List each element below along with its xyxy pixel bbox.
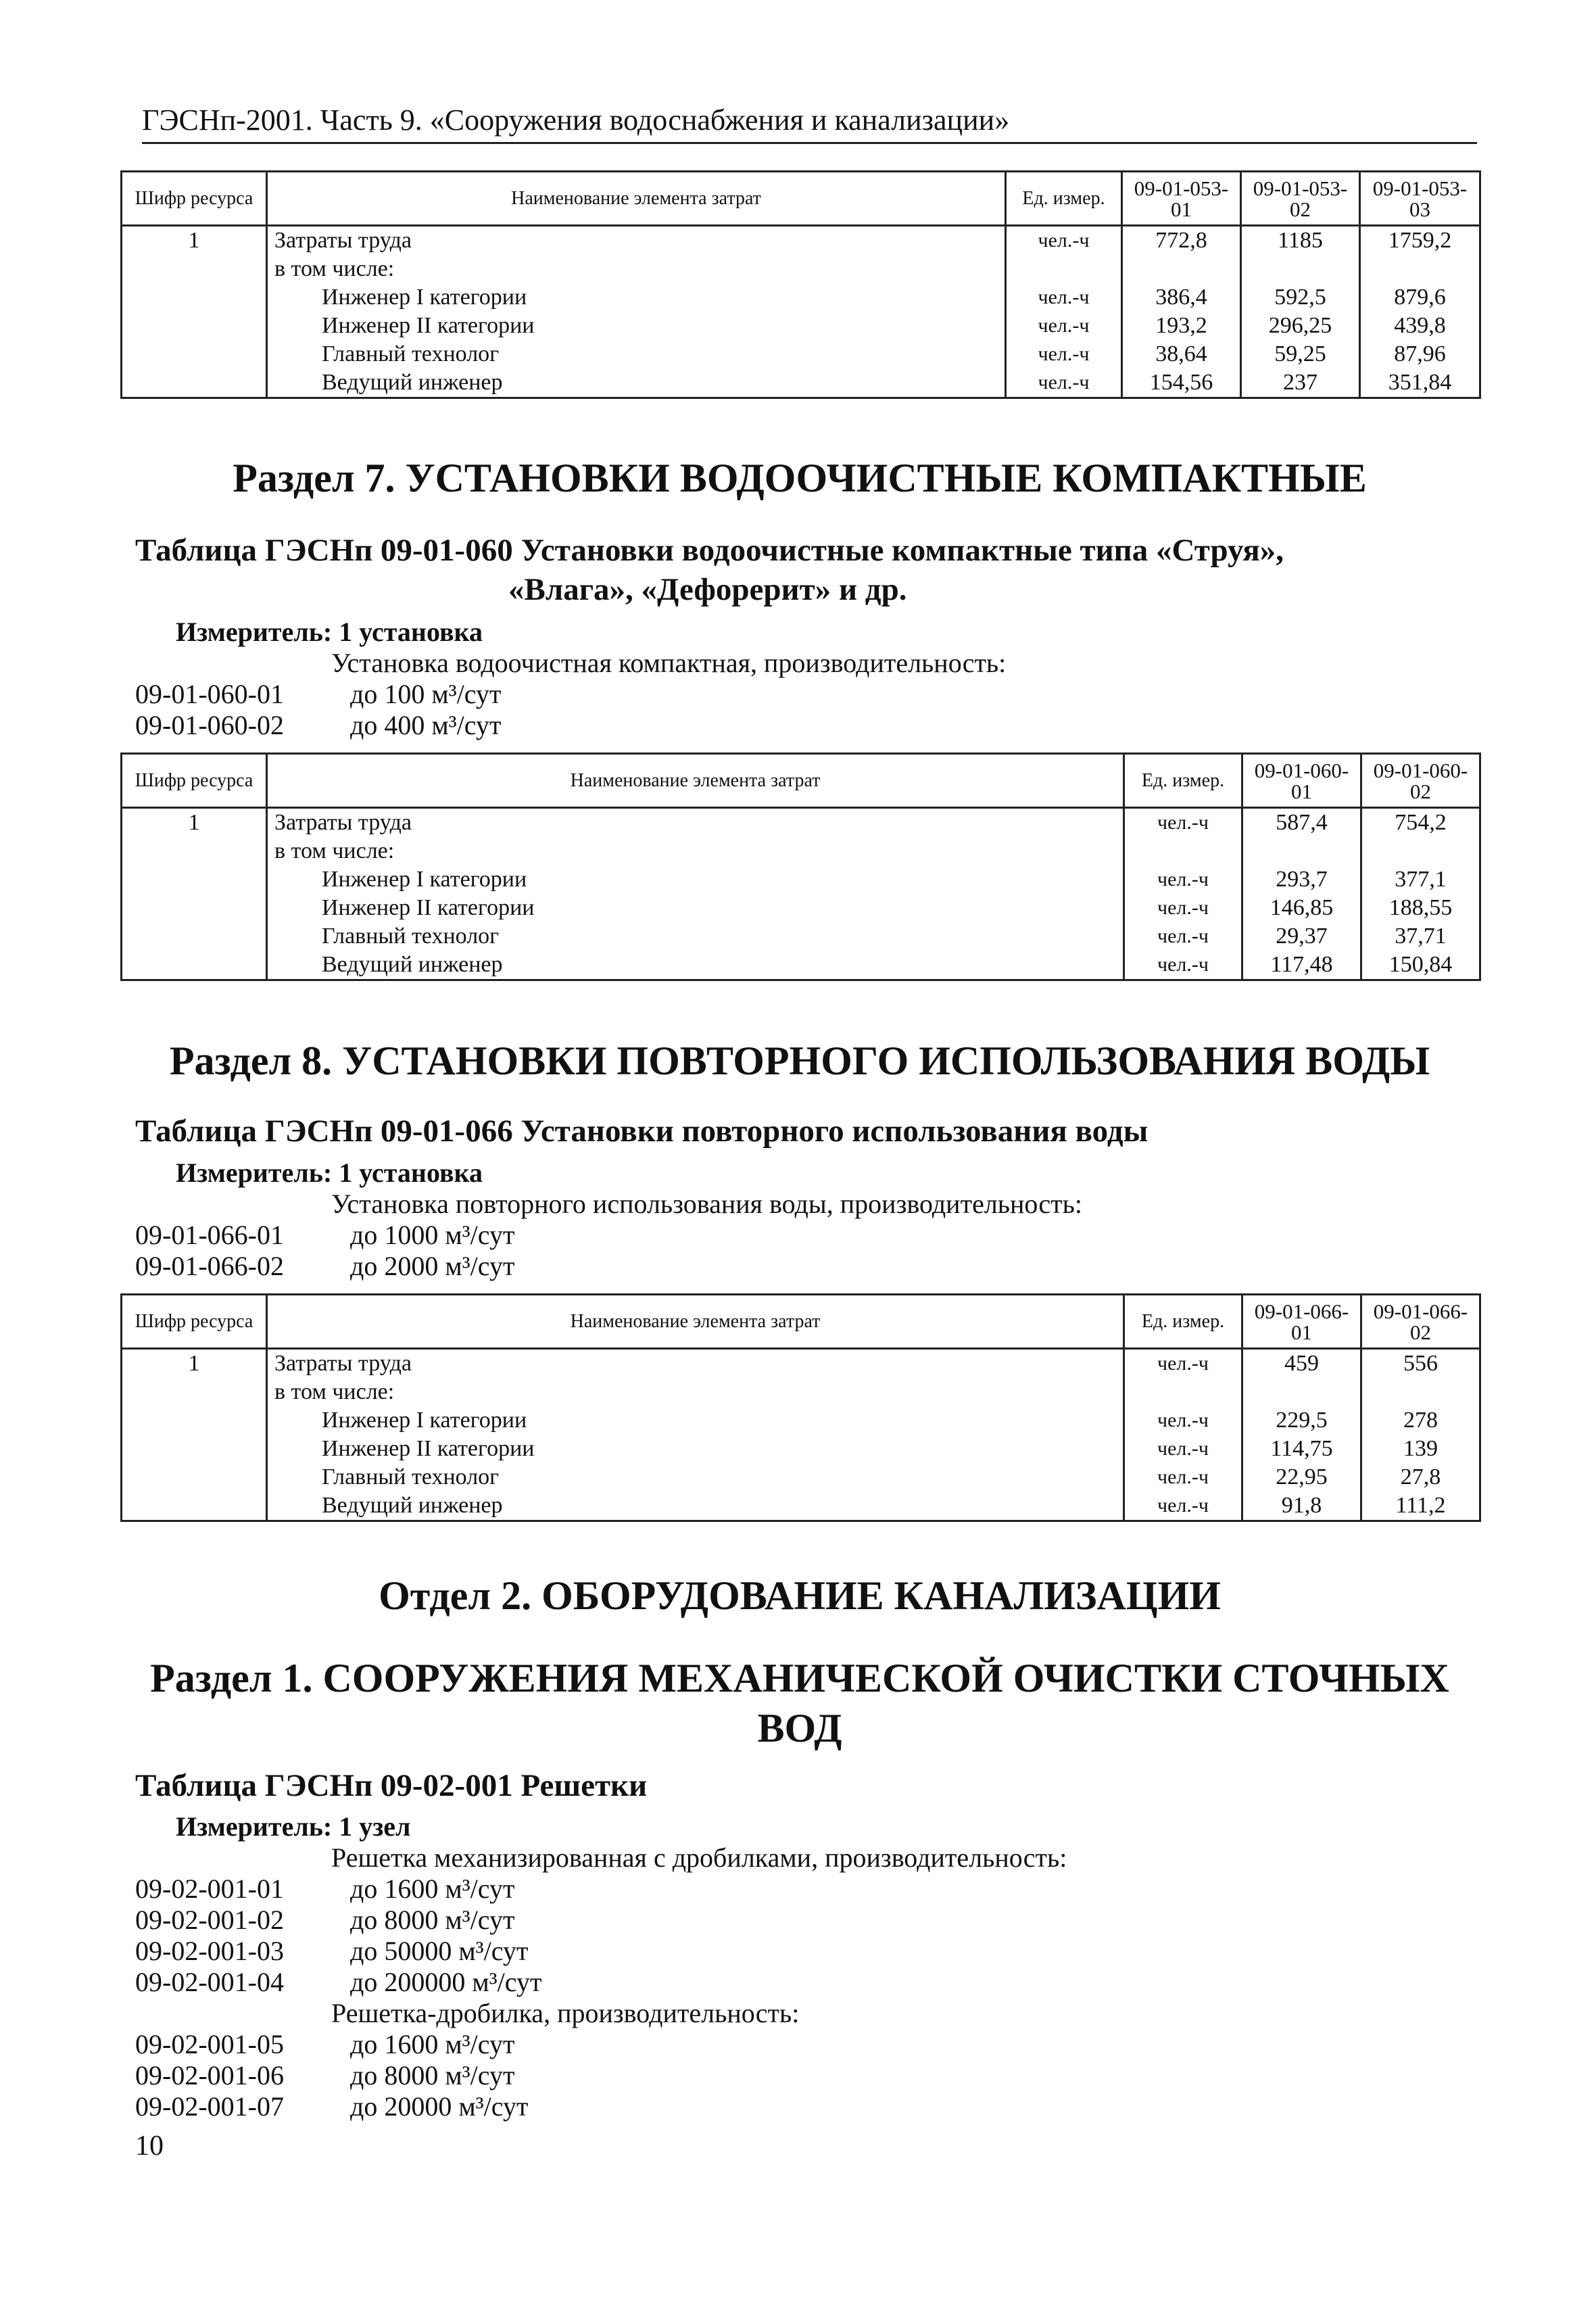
cost-element-name: Инженер I категории — [267, 283, 1006, 312]
item-code: 09-01-060-01 — [135, 679, 284, 709]
table-row — [122, 865, 1480, 894]
cost-element-name: Затраты труда — [267, 226, 1006, 256]
cost-element-name: в том числе: — [267, 1378, 1124, 1406]
table-row — [122, 312, 1480, 340]
list-item — [135, 1967, 1067, 1998]
value-cell: 293,7 — [1242, 865, 1361, 894]
unit-cell: чел.-ч — [1124, 1491, 1242, 1521]
col-header-unit: Ед. измер. — [1124, 754, 1242, 808]
list-item — [135, 679, 1006, 710]
section-heading-line: ВОД — [757, 1706, 842, 1750]
section-heading: Раздел 7. УСТАНОВКИ ВОДООЧИСТНЫЕ КОМПАКТНЫЕ — [233, 456, 1367, 500]
value-cell: 237 — [1241, 368, 1360, 398]
code-spec-list — [135, 648, 1006, 741]
value-cell: 22,95 — [1242, 1463, 1361, 1491]
value-cell: 377,1 — [1361, 865, 1480, 894]
unit-cell: чел.-ч — [1006, 312, 1122, 340]
section-heading-line: Раздел 1. СООРУЖЕНИЯ МЕХАНИЧЕСКОЙ ОЧИСТКИ СТОЧНЫХ — [150, 1656, 1449, 1700]
list-item — [135, 2091, 1067, 2122]
item-spec: до 8000 м³/сут — [350, 2060, 515, 2091]
value-cell: 111,2 — [1361, 1491, 1480, 1521]
value-cell: 114,75 — [1242, 1435, 1361, 1463]
list-item — [135, 2029, 1067, 2060]
table-row — [122, 1378, 1480, 1406]
unit-cell: чел.-ч — [1124, 922, 1242, 951]
col-header-code: Шифр ресурса — [122, 172, 267, 226]
value-cell: 754,2 — [1361, 808, 1480, 838]
table-title-line: Таблица ГЭСНп 09-01-060 Установки водоочистные компактные типа «Струя», — [135, 533, 1284, 568]
list-intro: Установка водоочистная компактная, производительность: — [331, 648, 1007, 678]
table-title: Таблица ГЭСНп 09-01-066 Установки повторного использования воды — [135, 1114, 1148, 1149]
running-header: ГЭСНп-2001. Часть 9. «Сооружения водоснабжения и канализации» — [142, 101, 1477, 144]
col-header-value: 09-01-053-03 — [1360, 172, 1480, 226]
value-cell: 59,25 — [1241, 340, 1360, 368]
item-spec: до 2000 м³/сут — [350, 1251, 515, 1281]
item-code: 09-01-066-01 — [135, 1220, 284, 1250]
resource-code: 1 — [122, 1349, 267, 1379]
cost-element-name: Затраты труда — [267, 808, 1124, 838]
table-row — [122, 1349, 1480, 1379]
meter-label: Измеритель: 1 установка — [176, 617, 483, 647]
unit-cell: чел.-ч — [1006, 226, 1122, 256]
value-cell: 87,96 — [1360, 340, 1480, 368]
value-cell: 278 — [1361, 1406, 1480, 1435]
value-cell: 29,37 — [1242, 922, 1361, 951]
resource-code: 1 — [122, 226, 267, 256]
cost-table-053 — [120, 170, 1481, 399]
unit-cell: чел.-ч — [1124, 1349, 1242, 1379]
value-cell: 296,25 — [1241, 312, 1360, 340]
value-cell: 772,8 — [1122, 226, 1241, 256]
value-cell: 146,85 — [1242, 894, 1361, 922]
value-cell: 386,4 — [1122, 283, 1241, 312]
value-cell: 1185 — [1241, 226, 1360, 256]
code-spec-list — [135, 1842, 1067, 2122]
item-code: 09-02-001-07 — [135, 2091, 284, 2122]
col-header-value: 09-01-066-02 — [1361, 1295, 1480, 1349]
item-code: 09-01-060-02 — [135, 710, 284, 740]
table-row — [122, 226, 1480, 256]
cost-table-066 — [120, 1293, 1481, 1522]
cost-element-name: Ведущий инженер — [267, 368, 1006, 398]
col-header-code: Шифр ресурса — [122, 1295, 267, 1349]
table-row — [122, 340, 1480, 368]
value-cell: 91,8 — [1242, 1491, 1361, 1521]
value-cell: 150,84 — [1361, 951, 1480, 980]
page-number: 10 — [135, 2130, 164, 2162]
item-spec: до 1600 м³/сут — [350, 1874, 515, 1904]
table-row — [122, 808, 1480, 838]
value-cell: 1759,2 — [1360, 226, 1480, 256]
table-title: Таблица ГЭСНп 09-02-001 Решетки — [135, 1768, 648, 1803]
value-cell: 229,5 — [1242, 1406, 1361, 1435]
item-spec: до 20000 м³/сут — [350, 2091, 529, 2122]
value-cell: 154,56 — [1122, 368, 1241, 398]
list-intro: Установка повторного использования воды, производительность: — [331, 1189, 1083, 1219]
col-header-value: 09-01-053-02 — [1241, 172, 1360, 226]
item-spec: до 100 м³/сут — [350, 679, 502, 709]
item-code: 09-01-066-02 — [135, 1251, 284, 1281]
unit-cell: чел.-ч — [1124, 865, 1242, 894]
table-title-line: «Влага», «Дефорерит» и др. — [508, 572, 907, 607]
item-spec: до 1600 м³/сут — [350, 2029, 515, 2059]
list-item — [135, 1220, 1082, 1251]
meter-label: Измеритель: 1 установка — [176, 1158, 483, 1188]
unit-cell: чел.-ч — [1124, 951, 1242, 980]
table-row — [122, 1463, 1480, 1491]
item-spec: до 1000 м³/сут — [350, 1220, 515, 1250]
col-header-name: Наименование элемента затрат — [267, 1295, 1124, 1349]
value-cell: 439,8 — [1360, 312, 1480, 340]
cost-element-name: Главный технолог — [267, 922, 1124, 951]
value-cell: 117,48 — [1242, 951, 1361, 980]
unit-cell: чел.-ч — [1124, 1435, 1242, 1463]
cost-element-name: Инженер II категории — [267, 894, 1124, 922]
col-header-unit: Ед. измер. — [1006, 172, 1122, 226]
col-header-name: Наименование элемента затрат — [267, 754, 1124, 808]
cost-element-name: Инженер II категории — [267, 312, 1006, 340]
table-row — [122, 368, 1480, 398]
item-code: 09-02-001-05 — [135, 2029, 284, 2059]
cost-table-060 — [120, 753, 1481, 981]
col-header-unit: Ед. измер. — [1124, 1295, 1242, 1349]
table-row — [122, 922, 1480, 951]
value-cell: 879,6 — [1360, 283, 1480, 312]
item-spec: до 50000 м³/сут — [350, 1936, 529, 1966]
item-spec: до 400 м³/сут — [350, 710, 502, 740]
item-spec: до 200000 м³/сут — [350, 1967, 542, 1997]
value-cell: 27,8 — [1361, 1463, 1480, 1491]
table-row — [122, 951, 1480, 980]
cost-element-name: Затраты труда — [267, 1349, 1124, 1379]
value-cell: 37,71 — [1361, 922, 1480, 951]
value-cell: 592,5 — [1241, 283, 1360, 312]
list-item — [135, 1936, 1067, 1967]
cost-element-name: в том числе: — [267, 837, 1124, 865]
table-row — [122, 1435, 1480, 1463]
table-row — [122, 1406, 1480, 1435]
item-spec: до 8000 м³/сут — [350, 1905, 515, 1935]
cost-element-name: Инженер II категории — [267, 1435, 1124, 1463]
list-item — [135, 2060, 1067, 2091]
item-code: 09-02-001-06 — [135, 2060, 284, 2091]
meter-label: Измеритель: 1 узел — [176, 1811, 411, 1842]
value-cell: 556 — [1361, 1349, 1480, 1379]
cost-element-name: Инженер I категории — [267, 1406, 1124, 1435]
table-row — [122, 283, 1480, 312]
value-cell: 38,64 — [1122, 340, 1241, 368]
part-heading: Отдел 2. ОБОРУДОВАНИЕ КАНАЛИЗАЦИИ — [379, 1573, 1221, 1618]
unit-cell: чел.-ч — [1006, 368, 1122, 398]
item-code: 09-02-001-03 — [135, 1936, 284, 1966]
value-cell: 459 — [1242, 1349, 1361, 1379]
list-item — [135, 1905, 1067, 1936]
value-cell: 193,2 — [1122, 312, 1241, 340]
item-code: 09-02-001-01 — [135, 1874, 284, 1904]
item-code: 09-02-001-04 — [135, 1967, 284, 1997]
cost-element-name: Главный технолог — [267, 340, 1006, 368]
list-intro: Решетка-дробилка, производительность: — [331, 1998, 800, 2028]
value-cell: 351,84 — [1360, 368, 1480, 398]
unit-cell: чел.-ч — [1006, 283, 1122, 312]
col-header-name: Наименование элемента затрат — [267, 172, 1006, 226]
cost-element-name: Главный технолог — [267, 1463, 1124, 1491]
col-header-value: 09-01-060-01 — [1242, 754, 1361, 808]
col-header-value: 09-01-060-02 — [1361, 754, 1480, 808]
cost-element-name: Инженер I категории — [267, 865, 1124, 894]
unit-cell: чел.-ч — [1124, 1406, 1242, 1435]
col-header-code: Шифр ресурса — [122, 754, 267, 808]
value-cell: 188,55 — [1361, 894, 1480, 922]
list-item — [135, 1251, 1082, 1282]
item-code: 09-02-001-02 — [135, 1905, 284, 1935]
table-row — [122, 837, 1480, 865]
table-row — [122, 894, 1480, 922]
list-item — [135, 1874, 1067, 1905]
section-heading — [120, 1653, 1479, 1753]
cost-element-name: Ведущий инженер — [267, 951, 1124, 980]
unit-cell: чел.-ч — [1124, 894, 1242, 922]
unit-cell: чел.-ч — [1124, 808, 1242, 838]
col-header-value: 09-01-053-01 — [1122, 172, 1241, 226]
table-row — [122, 1491, 1480, 1521]
list-item — [135, 710, 1006, 741]
unit-cell: чел.-ч — [1006, 340, 1122, 368]
section-heading: Раздел 8. УСТАНОВКИ ПОВТОРНОГО ИСПОЛЬЗОВАНИЯ ВОДЫ — [169, 1039, 1430, 1083]
table-title — [135, 531, 1477, 609]
resource-code: 1 — [122, 808, 267, 838]
unit-cell: чел.-ч — [1124, 1463, 1242, 1491]
cost-element-name: Ведущий инженер — [267, 1491, 1124, 1521]
list-intro: Решетка механизированная с дробилками, производительность: — [331, 1842, 1067, 1873]
code-spec-list — [135, 1189, 1082, 1282]
col-header-value: 09-01-066-01 — [1242, 1295, 1361, 1349]
cost-element-name: в том числе: — [267, 255, 1006, 283]
value-cell: 139 — [1361, 1435, 1480, 1463]
table-row — [122, 255, 1480, 283]
value-cell: 587,4 — [1242, 808, 1361, 838]
